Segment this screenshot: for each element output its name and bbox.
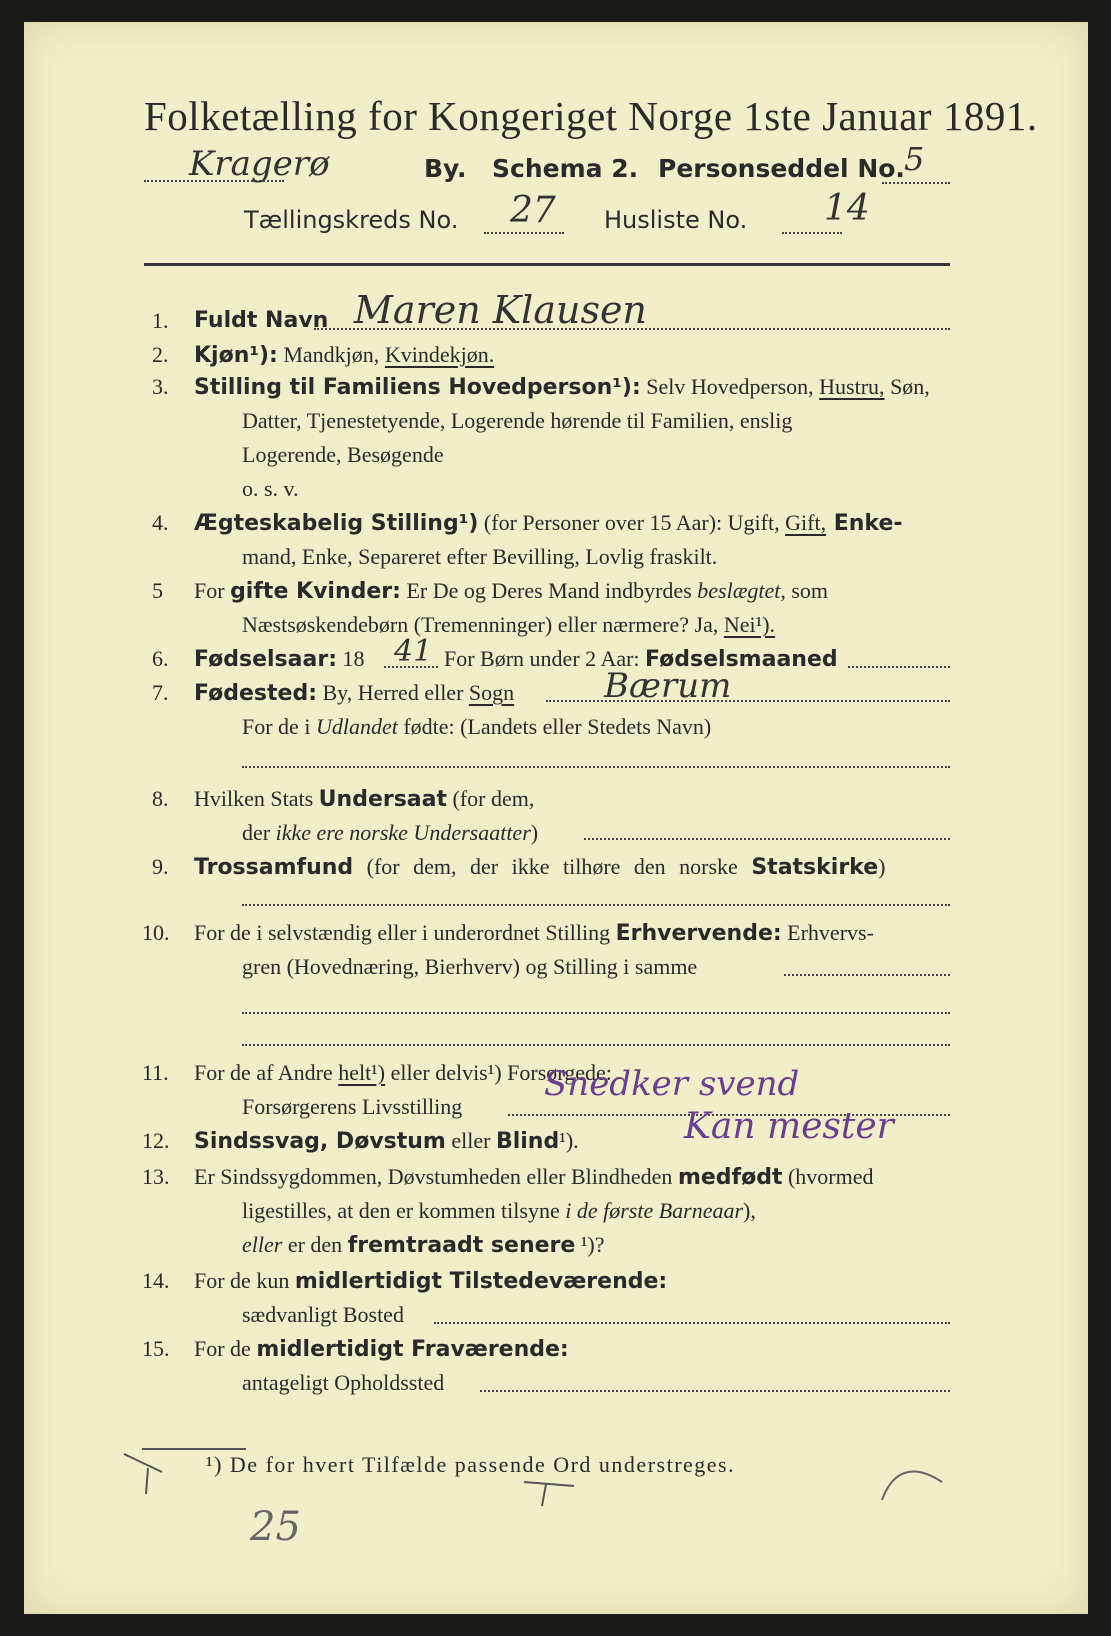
aegteskab-options: (for Personer over 15 Aar): Ugift, xyxy=(478,510,786,535)
erhverv-label: Erhvervende: xyxy=(615,921,782,946)
undersaat-l2i: ikke ere norske Undersaatter xyxy=(275,820,531,845)
bosted-dotted xyxy=(434,1322,950,1324)
gifte-pre: For xyxy=(194,578,231,603)
form-title: Folketælling for Kongeriget Norge 1ste Januar 1891. xyxy=(144,93,1038,139)
fodested-line xyxy=(194,680,514,706)
undersaat-pre: Hvilken Stats xyxy=(194,786,319,811)
stilling-label: Stilling til Familiens Hovedperson¹): xyxy=(194,375,641,400)
stilling-options: Selv Hovedperson, xyxy=(640,374,820,399)
pencil-marks xyxy=(122,1442,982,1522)
census-form xyxy=(24,22,1088,1614)
undersaat-l2b: ) xyxy=(530,820,539,845)
aegteskab-label: Ægteskabelig Stilling¹) xyxy=(194,511,479,536)
item-number-3: 3. xyxy=(152,374,169,399)
fodested-l2i: Udlandet xyxy=(315,714,398,739)
fuldt-navn-value: Maren Klausen xyxy=(354,288,647,332)
item-number-7: 7. xyxy=(152,680,169,705)
item-number-8: 8. xyxy=(152,786,169,811)
item-number-12: 12. xyxy=(142,1128,170,1153)
fodested-line-2 xyxy=(242,714,711,740)
item-number-10: 10. xyxy=(142,920,170,945)
kreds-number: 27 xyxy=(510,190,556,231)
trossamfund-label: Trossamfund xyxy=(194,855,354,880)
tilstede-pre: For de kun xyxy=(194,1268,295,1293)
fodselsaar-prefix: 18 xyxy=(337,646,365,671)
stilling-line-3: Logerende, Besøgende xyxy=(242,442,444,467)
gifte-label: gifte Kvinder: xyxy=(230,579,401,604)
erhverv-pre: For de i selvstændig eller i underordnet Stilling xyxy=(194,920,616,945)
fravaerende-label: midlertidigt Fraværende: xyxy=(256,1337,569,1362)
tilstede-label: midlertidigt Tilstedeværende: xyxy=(294,1269,668,1294)
item-number-6: 6. xyxy=(152,646,169,671)
fodselsmaaned-text: For Børn under 2 Aar: xyxy=(444,646,646,671)
undersaat-post: (for dem, xyxy=(447,786,535,811)
aegteskab-options-2: Enke- xyxy=(826,511,903,536)
husliste-number: 14 xyxy=(824,188,870,229)
fodested-l2a: For de i xyxy=(242,714,316,739)
stilling-selected: Hustru, xyxy=(819,374,885,399)
erhverv-line-2: gren (Hovednæring, Bierhverv) og Stilling i samme xyxy=(242,954,698,979)
medfodt-l3i: eller xyxy=(242,1232,283,1257)
trossamfund-line xyxy=(194,854,885,880)
husliste-label: Husliste No. xyxy=(604,206,748,234)
header-rule xyxy=(144,263,950,266)
gifte-line-2 xyxy=(242,612,775,638)
erhverv-dotted-3 xyxy=(242,1044,950,1046)
undersaat-line-2 xyxy=(242,820,538,846)
schema-label: Schema 2. xyxy=(492,154,639,183)
item-number-1: 1. xyxy=(152,308,169,333)
erhverv-post: Erhvervs- xyxy=(781,920,874,945)
fodested-options: By, Herred eller xyxy=(317,680,469,705)
item-number-11: 11. xyxy=(142,1060,169,1085)
personseddel-number: 5 xyxy=(904,140,925,178)
kjon-selected: Kvindekjøn. xyxy=(384,342,495,367)
kjon-options: Mandkjøn, xyxy=(277,342,385,367)
kreds-dotted xyxy=(484,232,564,234)
fuldt-navn-label: Fuldt Navn xyxy=(194,308,329,333)
tilstede-line xyxy=(194,1268,667,1294)
item-number-4: 4. xyxy=(152,510,169,535)
sindssvag-close: ¹). xyxy=(559,1128,579,1153)
gifte-text: Er De og Deres Mand indbyrdes xyxy=(400,578,698,603)
sindssvag-label: Sindssvag, Døvstum xyxy=(194,1129,446,1154)
trossamfund-dotted xyxy=(242,904,950,906)
forsorgede-pre: For de af Andre xyxy=(194,1060,339,1085)
fodselsmaaned-label: Fødselsmaaned xyxy=(645,647,838,672)
margin-note: 25 xyxy=(250,1504,301,1550)
kjon-label: Kjøn¹): xyxy=(194,343,278,368)
stilling-options-2: Søn, xyxy=(884,374,930,399)
fodested-label: Fødested: xyxy=(194,681,317,706)
item-number-2: 2. xyxy=(152,342,169,367)
fremtraadt-label: fremtraadt senere xyxy=(347,1233,576,1258)
aegteskab-line-2: mand, Enke, Separeret efter Bevilling, Lovlig fraskilt. xyxy=(242,544,718,569)
personseddel-label: Personseddel No. xyxy=(658,154,905,183)
medfodt-l2b: ), xyxy=(743,1198,756,1223)
medfodt-l3a: er den xyxy=(282,1232,348,1257)
town-handwritten: Kragerø xyxy=(189,144,330,184)
blind-label: Blind xyxy=(495,1129,560,1154)
fodselsmaaned-dotted xyxy=(848,666,950,668)
stilling-line-4: o. s. v. xyxy=(242,476,299,501)
item-number-13: 13. xyxy=(142,1164,170,1189)
erhverv-dotted-2 xyxy=(242,1012,950,1014)
fodested-value: Bærum xyxy=(604,666,732,706)
gifte-question: Næstsøskendebørn (Tremenninger) eller nærmere? Ja, xyxy=(242,612,724,637)
sindssvag-line xyxy=(194,1128,579,1154)
undersaat-l2a: der xyxy=(242,820,276,845)
item-number-5: 5 xyxy=(152,578,163,603)
erhverv-dotted-1 xyxy=(784,974,950,976)
forsorgede-post: eller delvis¹) Forsørgede: xyxy=(385,1060,612,1085)
fodselsaar-value: 41 xyxy=(394,634,433,669)
undersaat-line xyxy=(194,786,534,812)
kreds-label: Tællingskreds No. xyxy=(244,206,459,234)
medfodt-l3c: ¹)? xyxy=(575,1232,605,1257)
sindssvag-value: Kan mester xyxy=(684,1106,894,1147)
fravaerende-pre: For de xyxy=(194,1336,257,1361)
undersaat-label: Undersaat xyxy=(318,787,448,812)
fodested-l2b: fødte: (Landets eller Stedets Navn) xyxy=(397,714,712,739)
opholdssted-label: antageligt Opholdssted xyxy=(242,1370,445,1395)
statskirke-label: Statskirke xyxy=(751,855,879,880)
stilling-line xyxy=(194,374,930,400)
medfodt-post: (hvormed xyxy=(782,1164,874,1189)
stilling-line-2: Datter, Tjenestetyende, Logerende hørende til Familien, enslig xyxy=(242,408,793,433)
aegteskab-selected: Gift, xyxy=(785,510,827,535)
gifte-text-2: som xyxy=(785,578,829,603)
gifte-selected: Nei¹). xyxy=(723,612,776,637)
undersaat-dotted xyxy=(584,838,950,840)
sindssvag-or: eller xyxy=(445,1128,496,1153)
fodested-selected: Sogn xyxy=(468,680,515,705)
fodselsaar-line xyxy=(194,646,365,672)
aegteskab-line xyxy=(194,510,903,536)
medfodt-line-3 xyxy=(242,1232,605,1258)
erhverv-line xyxy=(194,920,874,946)
medfodt-line-2 xyxy=(242,1198,756,1224)
forsorgerens-value: Snedker svend xyxy=(544,1064,800,1104)
trossamfund-text: (for dem, der ikke tilhøre den norske xyxy=(353,854,752,879)
gifte-italic: beslægtet, xyxy=(697,578,786,603)
item-number-9: 9. xyxy=(152,854,169,879)
medfodt-pre: Er Sindssygdommen, Døvstumheden eller Blindheden xyxy=(194,1164,678,1189)
medfodt-l2i: i de første Barneaar xyxy=(565,1198,744,1223)
husliste-dotted xyxy=(782,232,842,234)
medfodt-l2a: ligestilles, at den er kommen tilsyne xyxy=(242,1198,566,1223)
item-number-15: 15. xyxy=(142,1336,170,1361)
kjon-line xyxy=(194,342,494,368)
by-label: By. xyxy=(424,154,467,183)
gifte-line xyxy=(194,578,828,604)
fodselsaar-label: Fødselsaar: xyxy=(194,647,337,672)
footnote: ¹) De for hvert Tilfælde passende Ord understreges. xyxy=(206,1452,736,1477)
opholdssted-dotted xyxy=(480,1390,950,1392)
bosted-label: sædvanligt Bosted xyxy=(242,1302,404,1327)
fravaerende-line xyxy=(194,1336,569,1362)
item-number-14: 14. xyxy=(142,1268,170,1293)
udland-dotted xyxy=(242,766,950,768)
trossamfund-close: ) xyxy=(878,854,886,879)
forsorgede-selected: helt¹) xyxy=(338,1060,386,1085)
medfodt-line xyxy=(194,1164,874,1190)
forsorgerens-label: Forsørgerens Livsstilling xyxy=(242,1094,463,1119)
medfodt-label: medfødt xyxy=(677,1165,783,1190)
personseddel-dotted xyxy=(882,182,950,184)
